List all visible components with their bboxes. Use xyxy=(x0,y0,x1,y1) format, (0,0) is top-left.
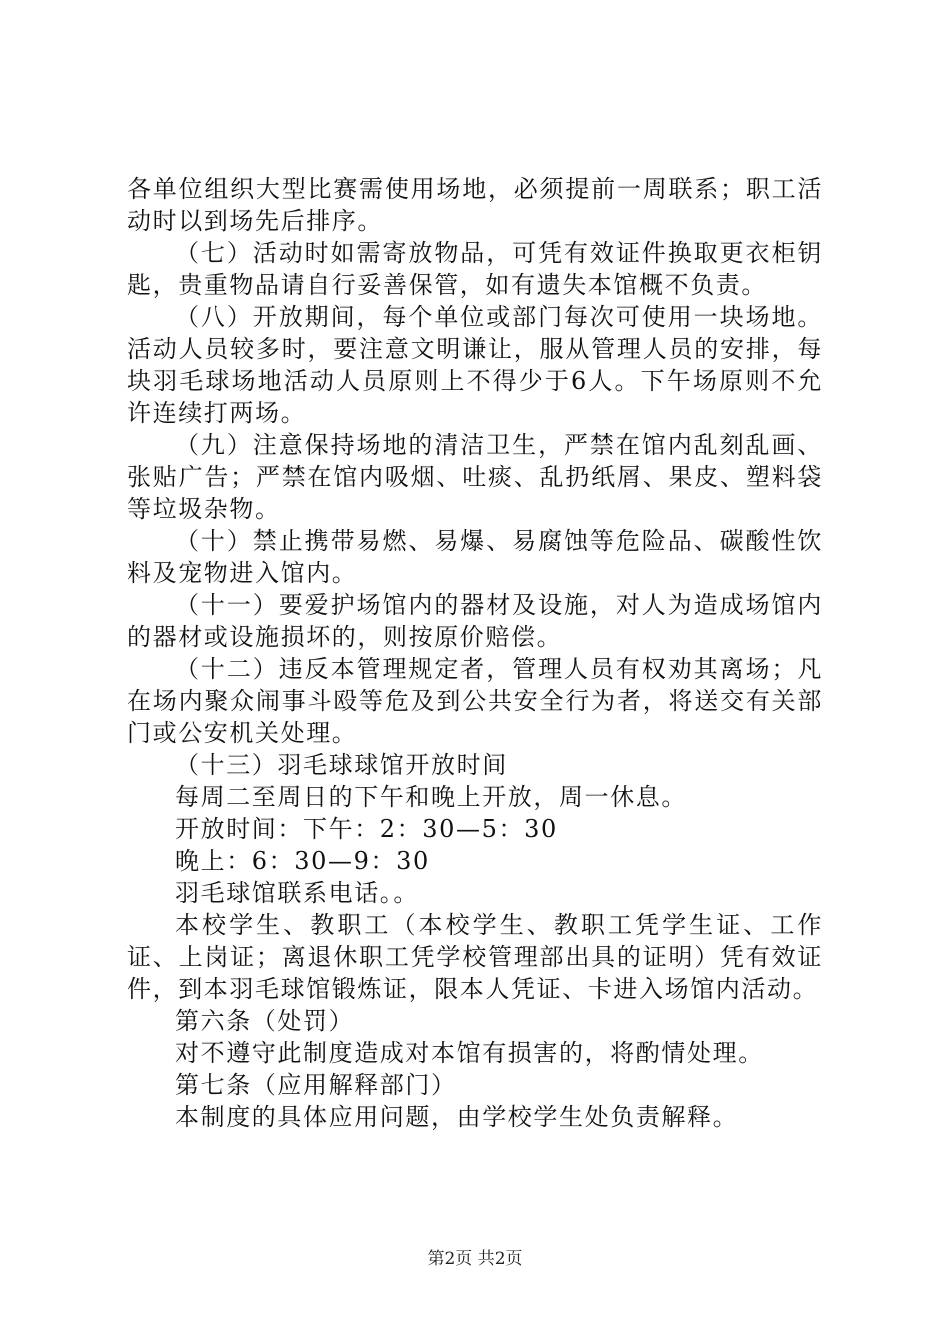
page-number-footer: 第2页 共2页 xyxy=(427,1249,523,1269)
paragraph-1: 各单位组织大型比赛需使用场地，必须提前一周联系；职工活动时以到场先后排序。 xyxy=(127,175,823,235)
paragraph-8: （十三）羽毛球球馆开放时间 xyxy=(175,751,508,779)
paragraph-7: （十二）违反本管理规定者，管理人员有权劝其离场；凡在场内聚众闹事斗殴等危及到公共安全行为者，将送交有关部门或公安机关处理。 xyxy=(127,655,823,747)
paragraph-9: 每周二至周日的下午和晚上开放，周一休息。 xyxy=(175,783,687,811)
paragraph-5: （十）禁止携带易燃、易爆、易腐蚀等危险品、碳酸性饮料及宠物进入馆内。 xyxy=(127,527,823,587)
document-body xyxy=(127,173,823,1133)
paragraph-10: 开放时间：下午：2：30—5：30 xyxy=(175,815,558,843)
paragraph-12: 羽毛球馆联系电话。。 xyxy=(175,879,419,907)
paragraph-6: （十一）要爱护场馆内的器材及设施，对人为造成场馆内的器材或设施损坏的，则按原价赔偿。 xyxy=(127,591,823,651)
paragraph-2: （七）活动时如需寄放物品，可凭有效证件换取更衣柜钥匙，贵重物品请自行妥善保管，如有遗失本馆概不负责。 xyxy=(127,239,823,299)
paragraph-16: 第七条（应用解释部门） xyxy=(175,1071,457,1099)
paragraph-14: 第六条（处罚） xyxy=(175,1007,355,1035)
paragraph-4: （九）注意保持场地的清洁卫生，严禁在馆内乱刻乱画、张贴广告；严禁在馆内吸烟、吐痰、乱扔纸屑、果皮、塑料袋等垃圾杂物。 xyxy=(127,431,823,523)
paragraph-17: 本制度的具体应用问题，由学校学生处负责解释。 xyxy=(175,1103,739,1131)
paragraph-3: （八）开放期间，每个单位或部门每次可使用一块场地。活动人员较多时，要注意文明谦让，服从管理人员的安排，每块羽毛球场地活动人员原则上不得少于6人。下午场原则不允许连续打两场。 xyxy=(127,303,823,427)
paragraph-11: 晚上：6：30—9：30 xyxy=(175,847,430,875)
paragraph-13: 本校学生、教职工（本校学生、教职工凭学生证、工作证、上岗证；离退休职工凭学校管理部出具的证明）凭有效证件，到本羽毛球馆锻炼证，限本人凭证、卡进入场馆内活动。 xyxy=(127,911,823,1003)
paragraph-15: 对不遵守此制度造成对本馆有损害的，将酌情处理。 xyxy=(175,1039,764,1067)
